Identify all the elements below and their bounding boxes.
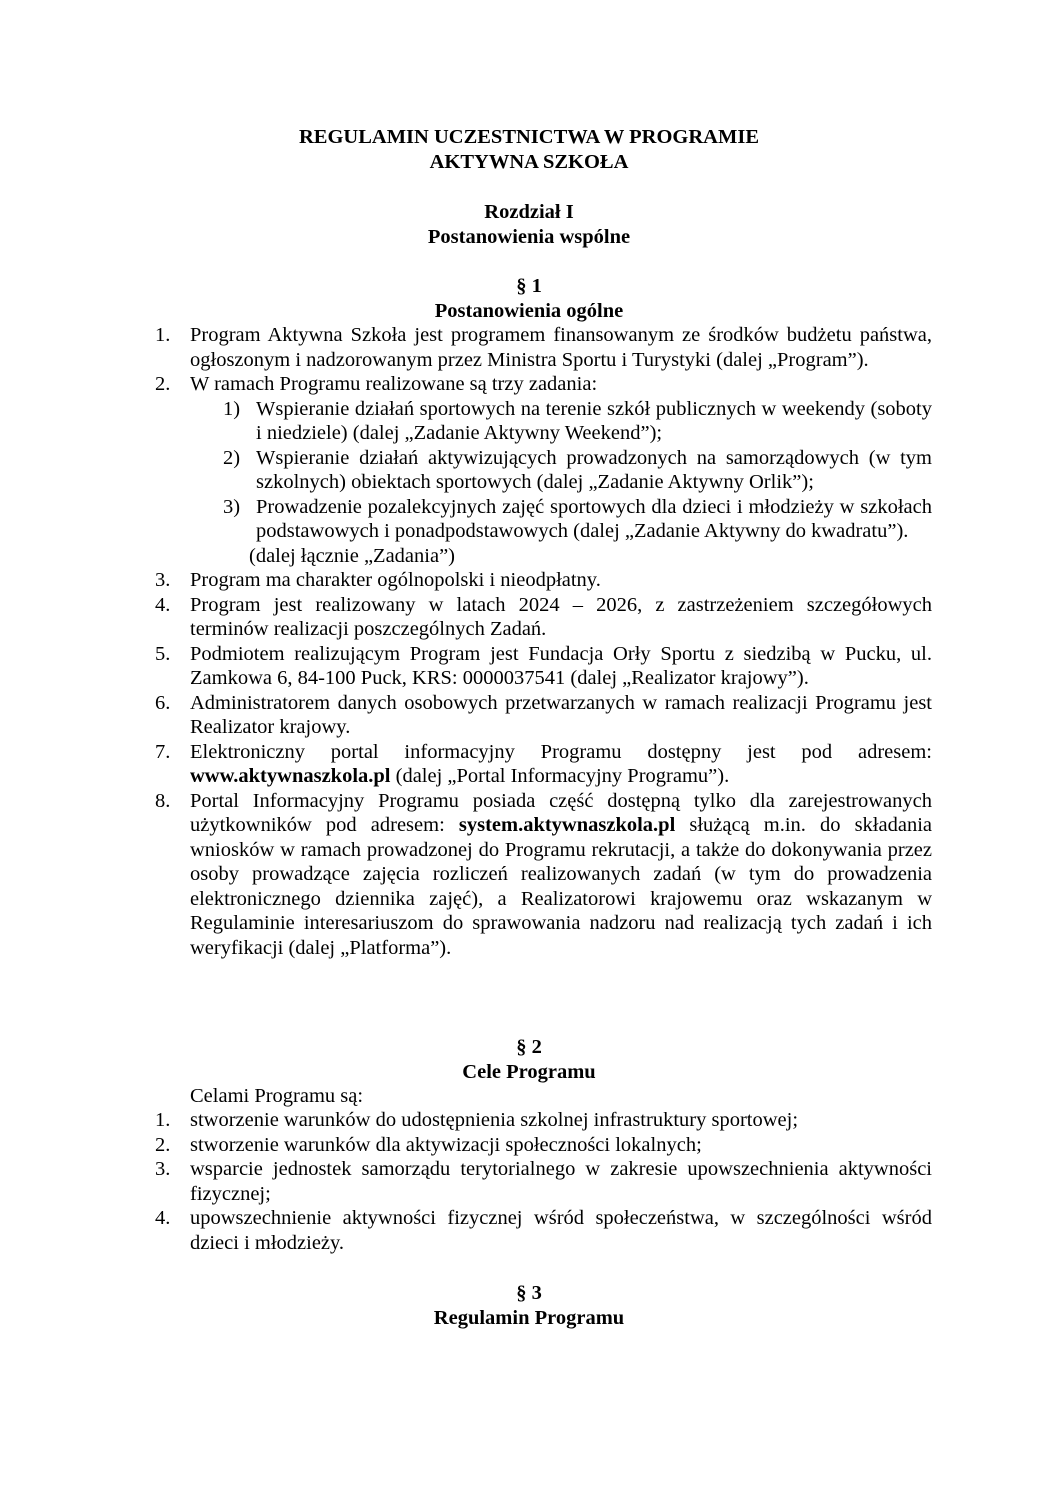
list-item-text: wsparcie jednostek samorządu terytorialnego w zakresie upowszechnienia aktywności fizycznej;: [190, 1158, 932, 1205]
list-item-text: służącą m.in. do składania wniosków w ramach prowadzonej do Programu rekrutacji, a także do dokonywania przez osoby prowadzące zajęcia rozliczeń realizowanych zadań (w tym do prowadzenia elektronicznego dziennika zajęć), a Realizatorowi krajowemu oraz wskazanym w Regulaminie interesariuszom do sprawowania nadzoru nad realizacją tych zadań i ich weryfikacji (dalej „Platforma”).: [190, 814, 932, 959]
list-item-number: 4.: [155, 593, 171, 616]
task-sublist: [223, 397, 932, 569]
list-item-text: Elektroniczny portal informacyjny Programu dostępny jest pod adresem:: [190, 740, 932, 763]
list-item-text: W ramach Programu realizowane są trzy zadania:: [190, 373, 598, 395]
list-item-number: 2.: [155, 373, 171, 395]
list-item: [155, 740, 932, 789]
section-1-title: Postanowienia ogólne: [434, 299, 624, 322]
list-item-text: (dalej „Portal Informacyjny Programu”).: [390, 765, 730, 787]
section-1-heading: [0, 274, 1058, 323]
list-item-number: 1.: [155, 324, 171, 346]
chapter-name: Postanowienia wspólne: [427, 225, 631, 248]
list-item: [155, 1108, 932, 1133]
list-item: [155, 691, 932, 740]
sublist-note: (dalej łącznie „Zadania”): [249, 544, 455, 567]
section-2-title: Cele Programu: [462, 1060, 596, 1083]
list-item-number: 8.: [155, 789, 171, 812]
list-item-number: 1.: [155, 1109, 171, 1131]
list-item: [155, 372, 932, 568]
sublist-item-text: Prowadzenie pozalekcyjnych zajęć sportowych dla dzieci i młodzieży w szkołach podstawowych i ponadpodstawowych (dalej „Zadanie Aktywny do kwadratu”).: [256, 495, 932, 542]
section-2-symbol: § 2: [516, 1036, 542, 1058]
title-line-1: REGULAMIN UCZESTNICTWA W PROGRAMIE: [299, 126, 759, 148]
section-2-heading: [0, 1035, 1058, 1084]
list-item-text: Podmiotem realizującym Program jest Fundacja Orły Sportu z siedzibą w Pucku, ul. Zamkowa 6, 84-100 Puck, KRS: 0000037541 (dalej „Realizator krajowy”).: [190, 642, 932, 689]
sublist-item-text: Wspieranie działań aktywizujących prowadzonych na samorządowych (w tym szkolnych) obiektach sportowych (dalej „Zadanie Aktywny Orlik”);: [256, 446, 932, 493]
document-title: [0, 125, 1058, 174]
list-item-text: Administratorem danych osobowych przetwarzanych w ramach realizacji Programu jest Realizator krajowy.: [190, 691, 932, 738]
section-1-symbol: § 1: [516, 275, 542, 297]
list-item-number: 2.: [155, 1133, 171, 1156]
list-item-number: 6.: [155, 691, 171, 714]
list-item-number: 4.: [155, 1207, 171, 1229]
list-item: [155, 568, 932, 593]
list-item-text: Program Aktywna Szkoła jest programem finansowanym ze środków budżetu państwa, ogłoszonym i nadzorowanym przez Ministra Sportu i Turystyki (dalej „Program”).: [190, 324, 932, 371]
section-3-symbol: § 3: [516, 1282, 542, 1304]
sublist-item-number: 2): [223, 446, 241, 469]
platform-url: system.aktywnaszkola.pl: [458, 814, 676, 836]
list-item: [155, 323, 932, 372]
sublist-item-text: Wspieranie działań sportowych na terenie szkół publicznych w weekendy (soboty i niedziele) (dalej „Zadanie Aktywny Weekend”);: [256, 397, 932, 444]
section-2-intro: Celami Programu są:: [190, 1085, 364, 1107]
list-item: [155, 1157, 932, 1206]
chapter-label: Rozdział I: [484, 201, 574, 223]
list-item: [155, 593, 932, 642]
section-3-title: Regulamin Programu: [433, 1306, 625, 1329]
sublist-item: [223, 495, 932, 544]
section-2-list: [155, 1108, 932, 1255]
list-item: [155, 1133, 932, 1158]
sublist-item-number: 3): [223, 495, 241, 518]
list-item: [155, 789, 932, 961]
list-item-text: stworzenie warunków do udostępnienia szkolnej infrastruktury sportowej;: [190, 1109, 799, 1131]
list-item-text: Program jest realizowany w latach 2024 – 2026, z zastrzeżeniem szczegółowych terminów realizacji poszczególnych Zadań.: [190, 593, 932, 640]
list-item: [155, 1206, 932, 1255]
list-item-text: Portal Informacyjny Programu posiada część dostępną tylko dla zarejestrowanych użytkowników pod adresem:: [190, 789, 932, 836]
section-1-list: [155, 323, 932, 960]
list-item-number: 3.: [155, 1158, 171, 1180]
list-item-text: stworzenie warunków dla aktywizacji społeczności lokalnych;: [190, 1133, 702, 1156]
portal-url: www.aktywnaszkola.pl: [190, 765, 391, 787]
list-item-text: upowszechnienie aktywności fizycznej wśród społeczeństwa, w szczególności wśród dzieci i młodzieży.: [190, 1207, 932, 1254]
sublist-item-number: 1): [223, 397, 241, 420]
list-item: [155, 642, 932, 691]
title-line-2: AKTYWNA SZKOŁA: [429, 150, 629, 173]
list-item-number: 3.: [155, 569, 171, 591]
sublist-item: [223, 446, 932, 495]
chapter-heading: [0, 200, 1058, 249]
section-3-heading: [0, 1281, 1058, 1330]
sublist-item: [223, 397, 932, 446]
list-item-number: 7.: [155, 740, 171, 763]
list-item-number: 5.: [155, 642, 171, 665]
list-item-text: Program ma charakter ogólnopolski i nieodpłatny.: [190, 569, 601, 591]
